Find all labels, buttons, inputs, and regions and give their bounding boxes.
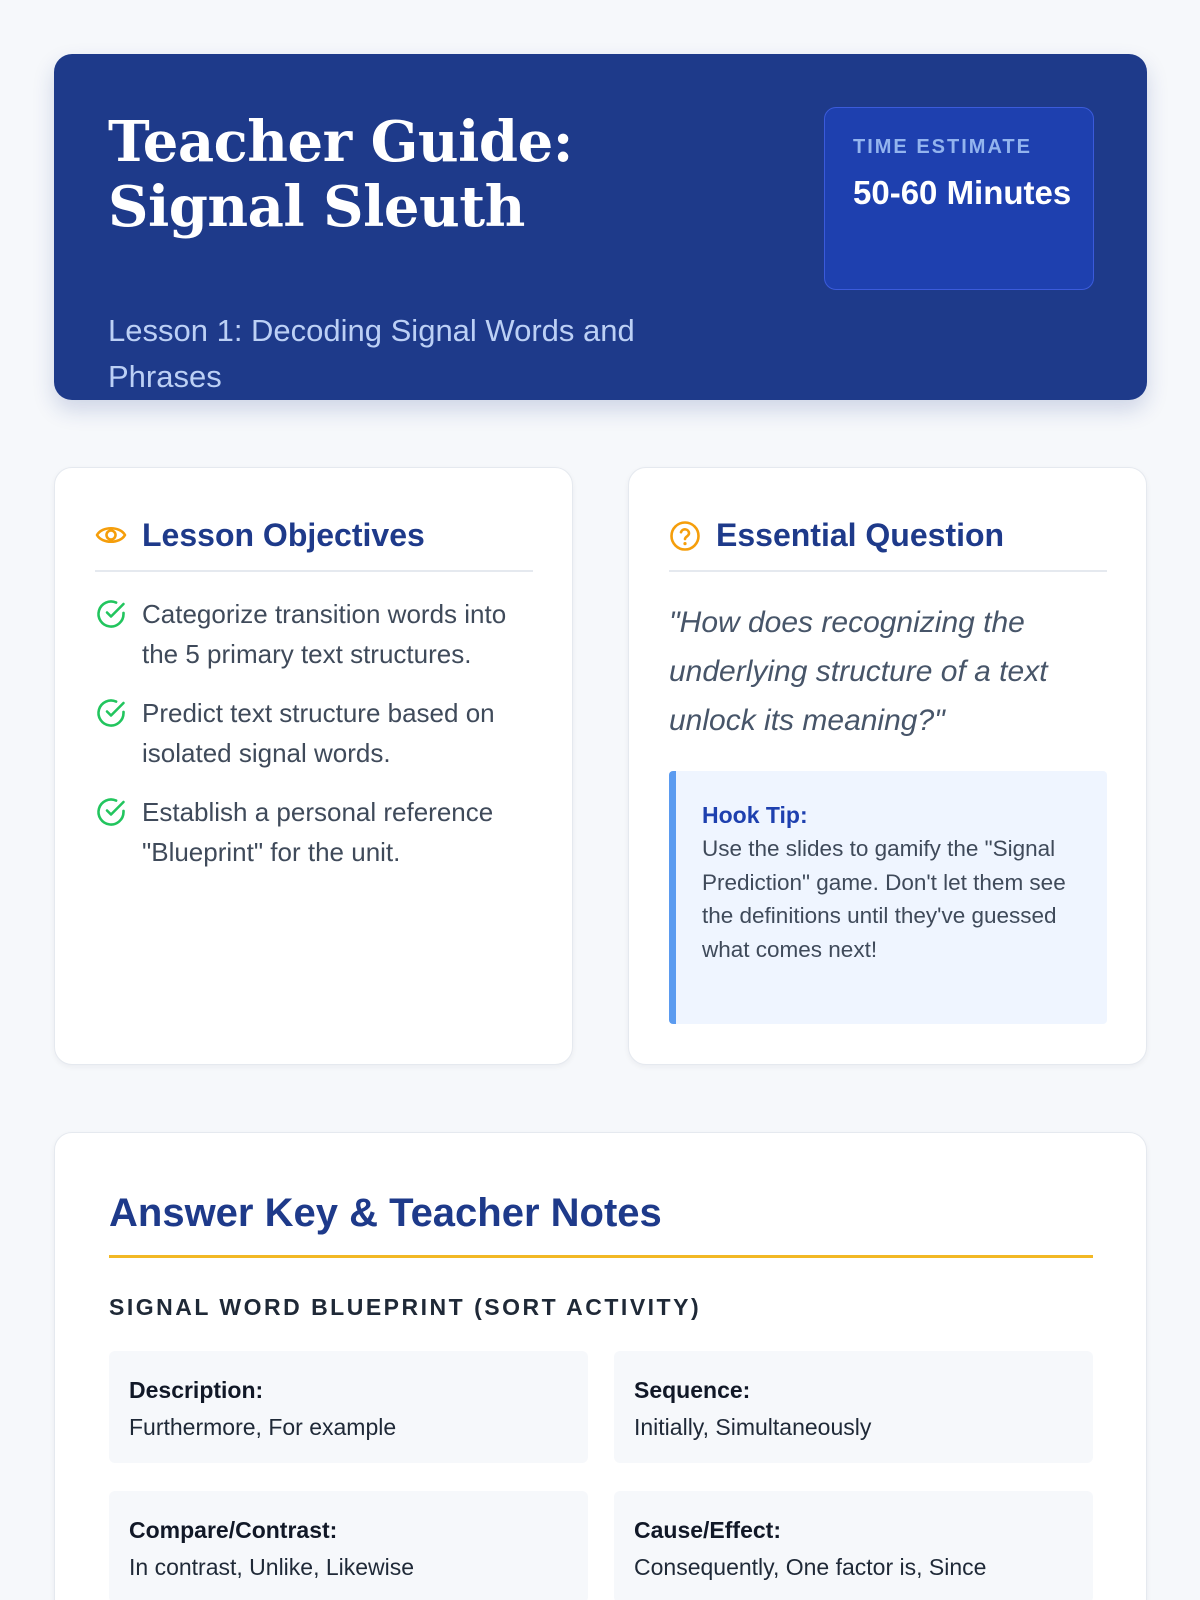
eye-icon (95, 520, 127, 550)
hook-tip-title: Hook Tip: (702, 802, 808, 828)
blueprint-cell-compare-contrast (109, 1491, 588, 1600)
time-estimate-value: 50-60 Minutes (853, 174, 1072, 211)
time-estimate-label: TIME ESTIMATE (853, 136, 1032, 158)
check-circle-icon (95, 796, 127, 828)
list-item (95, 594, 535, 674)
objective-text: Categorize transition words into the 5 primary text structures. (142, 599, 507, 669)
essential-question-title: Essential Question (716, 517, 1005, 553)
check-circle-icon (95, 697, 127, 729)
blueprint-term: Sequence: (634, 1377, 751, 1403)
blueprint-words: Furthermore, For example (129, 1414, 397, 1440)
lesson-objectives-card (54, 467, 573, 1065)
check-circle-icon (95, 598, 127, 630)
answer-key-card (54, 1132, 1147, 1600)
blueprint-term: Compare/Contrast: (129, 1517, 338, 1543)
page-subtitle: Lesson 1: Decoding Signal Words and Phrases (108, 313, 635, 394)
list-item (95, 693, 535, 773)
blueprint-section-label: SIGNAL WORD BLUEPRINT (SORT ACTIVITY) (109, 1294, 702, 1320)
time-estimate-box (824, 107, 1094, 290)
list-item (95, 792, 535, 872)
essential-question-card (628, 467, 1147, 1065)
blueprint-cell-description (109, 1351, 588, 1463)
objective-text: Establish a personal reference "Blueprint" for the unit. (142, 797, 494, 867)
blueprint-words: Initially, Simultaneously (634, 1414, 872, 1440)
blueprint-words: Consequently, One factor is, Since (634, 1554, 987, 1580)
blueprint-words: In contrast, Unlike, Likewise (129, 1554, 415, 1580)
hook-tip-callout (669, 771, 1107, 1024)
objective-text: Predict text structure based on isolated signal words. (142, 698, 495, 768)
question-circle-icon (669, 520, 701, 550)
essential-question-text: "How does recognizing the underlying structure of a text unlock its meaning?" (669, 606, 1048, 737)
page-title: Teacher Guide: Signal Sleuth (108, 109, 573, 240)
essential-question-header (669, 512, 1107, 572)
lesson-objectives-title: Lesson Objectives (142, 517, 425, 553)
objectives-list (95, 594, 535, 891)
lesson-header (54, 54, 1147, 400)
blueprint-term: Cause/Effect: (634, 1517, 781, 1543)
blueprint-cell-sequence (614, 1351, 1093, 1463)
blueprint-term: Description: (129, 1377, 264, 1403)
answer-key-title: Answer Key & Teacher Notes (109, 1186, 1093, 1258)
blueprint-cell-cause-effect (614, 1491, 1093, 1600)
hook-tip-text: Use the slides to gamify the "Signal Prediction" game. Don't let them see the definitions until they've guessed what comes next! (702, 836, 1066, 962)
lesson-objectives-header (95, 512, 533, 572)
